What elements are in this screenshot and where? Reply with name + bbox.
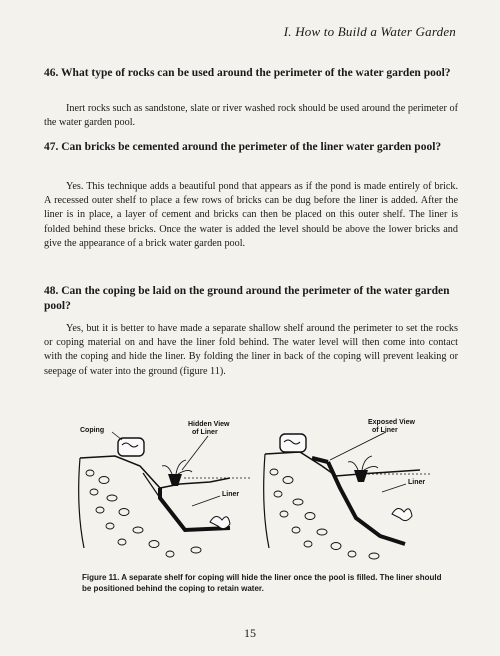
answer-46: Inert rocks such as sandstone, slate or river washed rock should be used around the perimeter of the water garden pool. xyxy=(44,103,458,129)
exposed-view-label-1: Exposed View xyxy=(368,419,415,426)
answer-47: Yes. This technique adds a beautiful pond that appears as if the pond is made entirely of brick. A recessed outer shelf to place a few rows of bricks can be dug before the liner is added. After the liner is in place, a layer of cement and bricks can then be placed on this outer shelf. The liner is folded behind these bricks. Once the water is added the level should be above the lower bricks and give the appearance of a brick water garden pool. xyxy=(44,181,458,249)
hidden-view-label-2: of Liner xyxy=(192,429,218,436)
exposed-liner-diagram xyxy=(264,419,430,559)
hidden-view-label-1: Hidden View xyxy=(188,421,230,428)
coping-stone-left xyxy=(118,438,144,456)
hidden-liner-diagram xyxy=(79,421,250,557)
fish-right xyxy=(392,508,412,520)
planter-right xyxy=(354,470,368,482)
question-47: 47. Can bricks be cemented around the perimeter of the liner water garden pool? xyxy=(44,141,442,153)
question-46: 46. What type of rocks can be used around the perimeter of the water garden pool? xyxy=(44,67,451,79)
figure-11-illustration xyxy=(60,418,450,568)
page-number: 15 xyxy=(244,626,256,640)
fish-left xyxy=(210,516,230,528)
running-head: I. How to Build a Water Garden xyxy=(283,24,456,39)
question-48: 48. Can the coping be laid on the ground around the perimeter of the water garden pool? xyxy=(44,285,450,312)
coping-label: Coping xyxy=(80,427,105,434)
exposed-view-label-2: of Liner xyxy=(372,427,398,434)
liner-label-right: Liner xyxy=(408,479,426,486)
figure-caption: Figure 11. A separate shelf for coping will hide the liner once the pool is filled. The liner should be positioned behind the coping to retain water. xyxy=(82,573,442,593)
answer-48: Yes, but it is better to have made a separate shallow shelf around the perimeter to set the rocks or coping material on and have the liner fold behind. The water level will then come into contact with the coping and hide the liner. By folding the liner in back of the coping will prevent leaking or seepage of water into the ground (figure 11). xyxy=(44,323,458,377)
liner-label-left: Liner xyxy=(222,491,240,498)
